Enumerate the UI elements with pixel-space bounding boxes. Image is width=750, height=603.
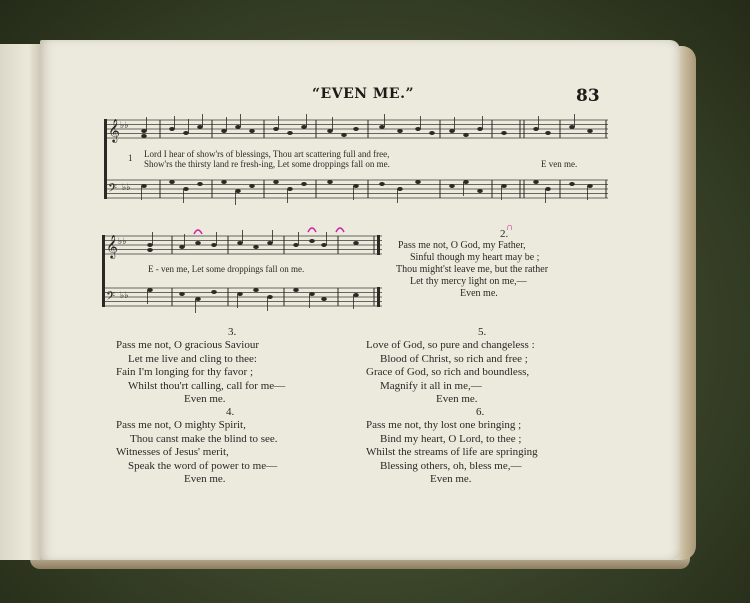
verse-4 (116, 419, 278, 487)
refrain-text: E ven me. (541, 159, 578, 169)
verse-2-line-3: Thou might'st leave me, but the rather (396, 264, 549, 275)
verse-3-number: 3. (228, 326, 237, 338)
verse-2-number: 2. (500, 228, 509, 240)
hymn-title: “EVEN ME.” (312, 86, 415, 102)
verse-3-refrain: Even me. (184, 393, 226, 405)
verse-3-line-1: Pass me not, O gracious Saviour (116, 339, 259, 351)
svg-text:𝄢: 𝄢 (106, 290, 116, 306)
svg-text:𝄞: 𝄞 (106, 234, 118, 258)
verse-2-line-2: Sinful though my heart may be ; (410, 252, 540, 263)
verse-4-line-3: Witnesses of Jesus' merit, (116, 446, 229, 458)
svg-text:♭♭: ♭♭ (120, 291, 129, 301)
verse-5-line-3: Grace of God, so rich and boundless, (366, 366, 530, 378)
verse-3-line-3: Fain I'm longing for thy favor ; (116, 366, 254, 378)
verse-2 (396, 240, 548, 300)
svg-text:♭♭: ♭♭ (118, 237, 127, 247)
verse-5-number: 5. (478, 326, 487, 338)
facing-page (0, 44, 40, 560)
verse-5-refrain: Even me. (436, 393, 478, 405)
verse-4-line-1: Pass me not, O mighty Spirit, (116, 419, 246, 431)
verse-5-line-1: Love of God, so pure and changeless : (366, 339, 535, 351)
verse-2-line-4: Let thy mercy light on me,— (410, 276, 527, 287)
verse-6-line-1: Pass me not, thy lost one bringing ; (366, 419, 522, 431)
verse-2-refrain: Even me. (460, 288, 498, 299)
page-number: 83 (576, 86, 600, 106)
verse-4-refrain: Even me. (184, 473, 226, 485)
lyric-line-bottom: Show'rs the thirsty land re fresh-ing, Let some droppings fall on me. (144, 159, 390, 169)
verse-4-line-2: Thou canst make the blind to see. (130, 432, 278, 445)
verse-5-line-2: Blood of Christ, so rich and free ; (380, 352, 528, 365)
verse-number-1: 1 (128, 153, 133, 163)
svg-text:♭♭: ♭♭ (120, 121, 129, 131)
verse-6-refrain: Even me. (430, 473, 472, 485)
lyric-line-top: Lord I hear of show'rs of blessings, Thou art scattering full and free, (144, 149, 390, 159)
svg-text:𝄞: 𝄞 (108, 118, 120, 142)
verse-6-line-4: Blessing others, oh, bless me,— (380, 459, 522, 472)
lyric-line-system-2: E - ven me, Let some droppings fall on me. (148, 264, 305, 274)
pencil-annotation-mark: ∩ (506, 222, 514, 233)
verse-2-line-1: Pass me not, O God, my Father, (398, 240, 526, 251)
verse-4-line-4: Speak the word of power to me— (128, 459, 278, 472)
verse-6-line-2: Bind my heart, O Lord, to thee ; (380, 432, 522, 445)
verse-6-line-3: Whilst the streams of life are springing (366, 446, 538, 458)
svg-text:𝄢: 𝄢 (108, 182, 118, 198)
verse-4-number: 4. (226, 406, 235, 418)
verse-5 (366, 339, 535, 407)
verse-6 (366, 419, 538, 487)
verse-3-line-4: Whilst thou'rt calling, call for me— (128, 379, 286, 392)
verse-5-line-4: Magnify it all in me,— (380, 379, 482, 392)
verse-6-number: 6. (476, 406, 485, 418)
svg-text:♭♭: ♭♭ (122, 183, 131, 193)
verse-3 (116, 339, 285, 407)
verse-3-line-2: Let me live and cling to thee: (128, 352, 257, 365)
